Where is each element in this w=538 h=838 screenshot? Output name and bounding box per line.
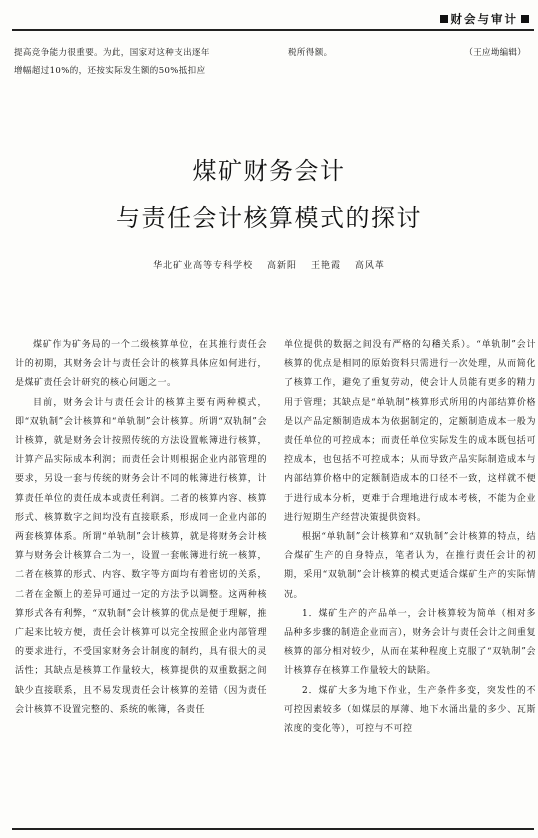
author-name: 王艳霞 (310, 261, 341, 271)
paragraph: 根据“单轨制”会计核算和“双轨制”会计核算的特点，结合煤矿生产的自身特点，笔者认为，在推行责任会计的初期，采用“双轨制”会计核算的模式更适合煤矿生产的实际情况。 (284, 532, 536, 600)
paragraph: 单位提供的数据之间没有严格的勾稽关系）。“单轨制”会计核算的优点是相同的原始资料只需进行一次处理，从而简化了核算工作，避免了重复劳动，使会计人员能有更多的精力用于管理；其缺点是“单轨制”核算形式所用的内部结算价格是以产品定额制造成本为依据制定的，定额制造成本一般为责任单位的可控成本；而责任单位实际发生的成本既包括可控成本，也包括不可控成本；从而导致产品实际制造成本与内部结算价格中的定额制造成本的口径不一致，这样就不便于进行成本分析，更难于合理地进行成本考核，不能为企业进行短期生产经营决策提供资料。 (284, 340, 536, 523)
paragraph: 2．煤矿大多为地下作业，生产条件多变，突发性的不可控因素较多（如煤层的厚薄、地下水涌出量的多少、瓦斯浓度的变化等），可控与不可控 (284, 685, 536, 735)
square-bullet-icon (440, 15, 448, 23)
affiliation: 华北矿业高等专科学校 (153, 261, 254, 271)
author-name: 高风革 (354, 261, 385, 271)
footer-rule (12, 828, 534, 830)
header-rule (12, 29, 534, 31)
editor-note: （王应坳编辑） (464, 48, 526, 58)
section-header (392, 10, 532, 27)
continued-line: 增幅超过10%的，还按实际发生额的50%抵扣应 (14, 65, 206, 76)
continued-line: 提高竞争能力很重要。为此，国家对这种支出逐年 (14, 48, 210, 58)
continued-text-right: 税所得额。 (288, 48, 333, 58)
body-column-left (15, 336, 267, 720)
article-title-line-1: 煤矿财务会计 (192, 157, 346, 185)
paragraph: 目前，财务会计与责任会计的核算主要有两种模式，即“双轨制”会计核算和“单轨制”会计核算。所谓“双轨制”会计核算，就是财务会计按照传统的方法设置帐簿进行核算，计算产品实际成本利润；而责任会计则根据企业内部管理的要求，另设一套与传统的财务会计不同的帐簿进行核算，计算责任单位的责任成本或责任利润。二者的核算内容、核算形式、核算数字之间均没有直接联系，形成同一企业内部的两套核算体系。所谓“单轨制”会计核算，就是将财务会计核算与财务会计核算合二为一，设置一套帐簿进行统一核算，二者在核算的形式、内容、数字等方面均有着密切的关系，二者在金额上的差异可通过一定的方法予以调整。这两种核算形式各有利弊，“双轨制”会计核算的优点是便于理解，推广起来比较方便，责任会计核算可以完全按照企业内部管理的要求进行，不受国家财务会计制度的制约，具有很大的灵活性；其缺点是核算工作量较大，核算提供的双重数据之间缺少直接联系，且不易发现责任会计核算的差错（因为责任会计核算不设置完整的、系统的帐簿，各责任 (15, 397, 267, 715)
paragraph: 1．煤矿生产的产品单一，会计核算较为简单（相对多品种多步骤的制造企业而言），财务会计与责任会计之间重复核算的部分相对较少，从而在某种程度上克服了“双轨制”会计核算存在核算工作量较大的缺陷。 (284, 608, 537, 677)
author-name: 高新阳 (267, 261, 298, 271)
continued-text-left (14, 45, 279, 80)
paragraph: 煤矿作为矿务局的一个二级核算单位，在其推行责任会计的初期，其财务会计与责任会计的核算具体应如何进行，是煤矿责任会计研究的核心问题之一。 (15, 340, 267, 389)
square-bullet-icon (521, 15, 529, 23)
author-line (0, 258, 538, 271)
body-column-right (284, 336, 536, 739)
section-name: 财会与审计 (450, 11, 518, 26)
article-title-line-2: 与责任会计核算模式的探讨 (116, 204, 422, 232)
